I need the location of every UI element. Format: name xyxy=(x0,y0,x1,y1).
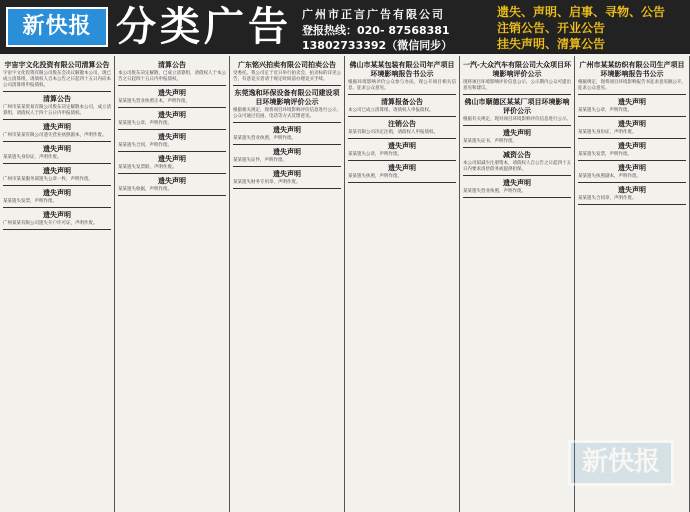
notice-title: 遗失声明 xyxy=(503,179,531,187)
notice-divider xyxy=(463,175,571,176)
notice-title: 遗失声明 xyxy=(158,111,186,119)
notice-divider xyxy=(348,160,456,161)
notice-body: 某某遗失公章，声明作废。 xyxy=(348,152,402,157)
notice-title: 遗失声明 xyxy=(158,177,186,185)
notice-body: 根据环境影响评价公众参与办法，现公开项目相关信息，征求公众意见。 xyxy=(348,80,456,91)
notice-body: 某某遗失合同，声明作废。 xyxy=(118,143,172,148)
notice-divider xyxy=(3,119,111,120)
notice-divider xyxy=(463,197,571,198)
notice-title: 遗失声明 xyxy=(158,155,186,163)
notice-divider xyxy=(578,116,686,117)
notice-title: 遗失声明 xyxy=(273,126,301,134)
notice-divider xyxy=(233,144,341,145)
notice-title: 注销公告 xyxy=(388,120,416,128)
services-line-3: 挂失声明、清算公告 xyxy=(497,37,606,51)
notice-divider xyxy=(348,94,456,95)
ad-column xyxy=(230,56,345,512)
notice-body: 某某遗失发票，声明作废。 xyxy=(578,152,632,157)
notice-divider xyxy=(118,173,226,174)
services-list xyxy=(497,4,665,52)
hotline-mobile: 13802733392（微信同步） xyxy=(302,39,453,52)
notice-title: 遗失声明 xyxy=(618,164,646,172)
notice-body: 某某遗失发票，声明作废。 xyxy=(3,199,57,204)
notice-body: 某某遗失合同章，声明作废。 xyxy=(578,196,637,201)
notice-divider xyxy=(118,151,226,152)
newspaper-logo: 新快报 xyxy=(6,7,108,47)
notice-title: 遗失声明 xyxy=(43,189,71,197)
notice-title: 东莞逸和环保设备有限公司建设项目环境影响评价公示 xyxy=(234,89,340,106)
notice-divider xyxy=(118,107,226,108)
notice-title: 遗失声明 xyxy=(618,98,646,106)
notice-title: 遗失声明 xyxy=(273,170,301,178)
page-header xyxy=(0,0,690,54)
notice-title: 遗失声明 xyxy=(43,167,71,175)
notice-divider xyxy=(578,182,686,183)
notice-title: 遗失声明 xyxy=(43,123,71,131)
notice-body: 根据相关规定，现将项目环境影响评价信息进行公示，公众可通过信函、电话等方式反馈意见。 xyxy=(233,108,341,119)
notice-divider xyxy=(3,91,111,92)
notice-body: 某某遗失营业执照，声明作废。 xyxy=(233,136,296,141)
notice-body: 受委托，我公司定于近日举行拍卖会，拍卖标的详见公告，有意竞买者请于规定时间前办理竞买手续。 xyxy=(233,71,341,82)
notice-divider xyxy=(463,125,571,126)
notice-divider xyxy=(118,129,226,130)
notice-title: 遗失声明 xyxy=(618,186,646,194)
notice-divider xyxy=(578,94,686,95)
notice-title: 遗失声明 xyxy=(388,164,416,172)
notice-body: 本公司拟减少注册资本，请债权人自公告之日起四十五日内要求清偿债务或提供担保。 xyxy=(463,161,571,172)
notice-title: 遗失声明 xyxy=(618,120,646,128)
section-title: 分类广告 xyxy=(116,4,292,50)
notice-divider xyxy=(3,141,111,142)
ad-column xyxy=(460,56,575,512)
notice-body: 广州某某有限公司遗失开户许可证，声明作废。 xyxy=(3,221,98,226)
notice-divider xyxy=(463,94,571,95)
notice-title: 佛山市某某包装有限公司年产项目环境影响报告书公示 xyxy=(349,61,455,78)
notice-title: 清算公告 xyxy=(43,95,71,103)
ad-column xyxy=(345,56,460,512)
notice-title: 遗失声明 xyxy=(273,148,301,156)
notice-body: 某某遗失执照，声明作废。 xyxy=(348,174,402,179)
notice-title: 减资公告 xyxy=(503,151,531,159)
notice-divider xyxy=(233,85,341,86)
notice-title: 清算报备公告 xyxy=(381,98,423,106)
notice-body: 广州市某某贸易有限公司股东决定解散本公司，成立清算组，请债权人于四十五日内申报债权。 xyxy=(3,105,111,116)
notice-divider xyxy=(348,138,456,139)
watermark-logo xyxy=(560,430,680,508)
notice-divider xyxy=(348,182,456,183)
notice-title: 遗失声明 xyxy=(503,129,531,137)
notice-body: 某某遗失营业执照，声明作废。 xyxy=(463,189,526,194)
notice-body: 广州市某某服务部遗失公章一枚，声明作废。 xyxy=(3,177,93,182)
notice-title: 遗失声明 xyxy=(158,89,186,97)
notice-divider xyxy=(233,122,341,123)
notice-divider xyxy=(3,185,111,186)
notice-title: 遗失声明 xyxy=(158,133,186,141)
notice-body: 根据规定，现将项目环境影响报告书征求意见稿公开，征求公众意见。 xyxy=(578,80,686,91)
ad-column xyxy=(0,56,115,512)
notice-divider xyxy=(3,229,111,230)
notice-body: 某某遗失身份证，声明作废。 xyxy=(578,130,637,135)
notice-body: 某某遗失公章，声明作废。 xyxy=(118,121,172,126)
notice-divider xyxy=(118,85,226,86)
notice-body: 某某遗失公章，声明作废。 xyxy=(578,108,632,113)
notice-body: 某某有限公司决定注销，请债权人申报债权。 xyxy=(348,130,438,135)
notice-body: 广州市某某有限公司遗失营业执照副本，声明作废。 xyxy=(3,133,107,138)
notice-divider xyxy=(578,160,686,161)
notice-divider xyxy=(233,188,341,189)
notice-body: 某某遗失发票联，声明作废。 xyxy=(118,165,177,170)
notice-body: 某某遗失财务专用章，声明作废。 xyxy=(233,180,301,185)
hotline: 登报热线：020- 87568381 xyxy=(302,24,450,37)
services-line-2: 注销公告、开业公告 xyxy=(497,21,606,35)
notice-divider xyxy=(118,195,226,196)
notice-title: 佛山市顺德区某某厂项目环境影响评价公示 xyxy=(464,98,570,115)
notice-title: 一汽-大众汽车有限公司大众项目环境影响评价公示 xyxy=(463,61,571,78)
notice-body: 某某遗失证书，声明作废。 xyxy=(463,139,517,144)
notice-title: 宇宙宇文化投资有限公司清算公告 xyxy=(4,61,110,69)
notice-title: 遗失声明 xyxy=(388,142,416,150)
services-line-1: 遗失、声明、启事、寻物、公告 xyxy=(497,5,666,19)
notice-body: 某某遗失证件，声明作废。 xyxy=(233,158,287,163)
notice-divider xyxy=(233,166,341,167)
notice-divider xyxy=(3,207,111,208)
notice-body: 某某遗失收据，声明作废。 xyxy=(118,187,172,192)
notice-body: 本公司股东决定解散，已成立清算组，请债权人于本公告之日起四十五日内申报债权。 xyxy=(118,71,226,82)
notice-title: 广东铭兴拍卖有限公司拍卖公告 xyxy=(238,61,336,69)
notice-body: 某某遗失身份证，声明作废。 xyxy=(3,155,62,160)
notice-divider xyxy=(578,204,686,205)
notice-body: 某某遗失营业执照正本，声明作废。 xyxy=(118,99,190,104)
notice-title: 广州市某某纺织有限公司生产项目环境影响报告书公示 xyxy=(579,61,685,78)
notice-body: 现将项目环境影响评价信息公示，公示期内公众可提出意见和建议。 xyxy=(463,80,571,91)
notice-title: 遗失声明 xyxy=(43,211,71,219)
notice-title: 遗失声明 xyxy=(43,145,71,153)
notice-divider xyxy=(578,138,686,139)
notice-divider xyxy=(348,116,456,117)
watermark-text: 新快报 xyxy=(568,440,674,486)
notice-divider xyxy=(463,147,571,148)
agency-company-name: 广州市正言广告有限公司 xyxy=(302,8,445,21)
notice-title: 清算公告 xyxy=(158,61,186,69)
notice-title: 遗失声明 xyxy=(618,142,646,150)
notice-body: 某某遗失执照副本，声明作废。 xyxy=(578,174,641,179)
notice-body: 本公司已成立清算组，请债权人申报债权。 xyxy=(348,108,434,113)
notice-body: 宇宙宇文化投资有限公司股东会决议解散本公司，现已成立清算组，请债权人自本公告之日起四十五日内向本公司清算组申报债权。 xyxy=(3,71,111,88)
ad-column xyxy=(115,56,230,512)
notice-divider xyxy=(3,163,111,164)
notice-body: 根据有关规定，现对项目环境影响评价信息进行公示。 xyxy=(463,117,571,122)
